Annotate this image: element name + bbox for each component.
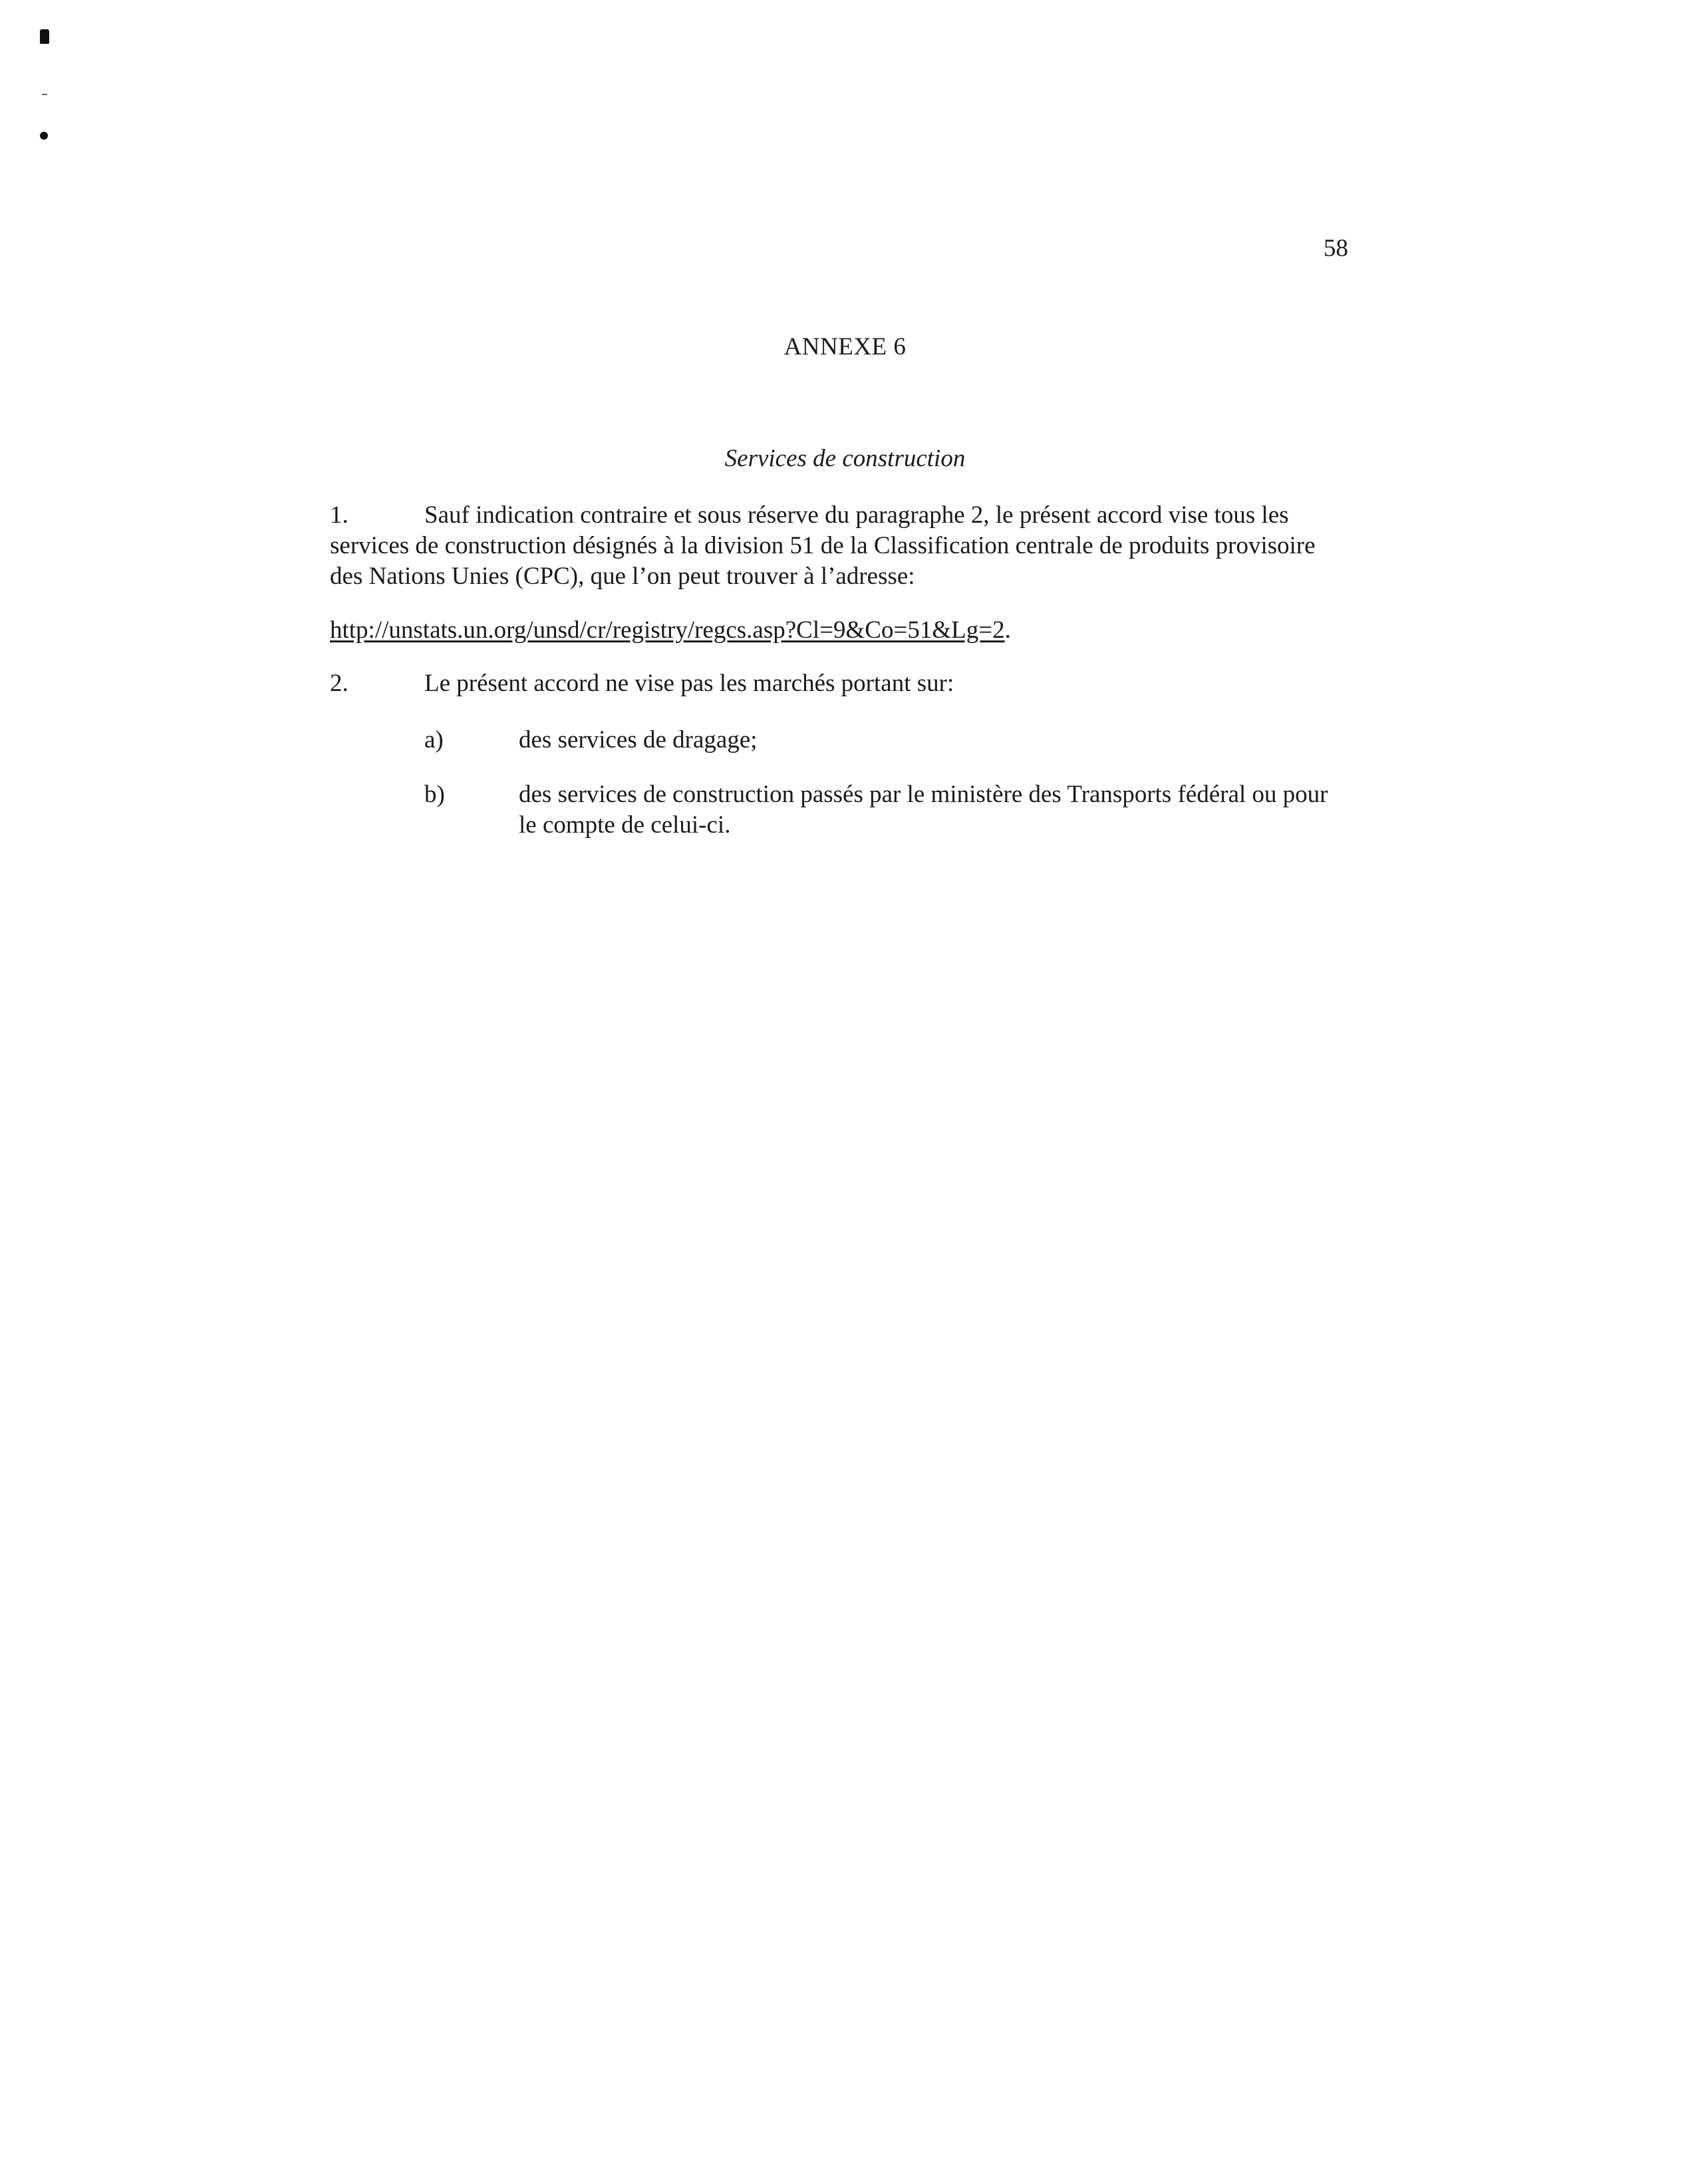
list-item xyxy=(424,779,1349,841)
list-item xyxy=(424,725,1349,755)
paragraph-1 xyxy=(330,500,1347,592)
scan-artifact-dash xyxy=(42,94,47,95)
annex-subtitle: Services de construction xyxy=(724,445,966,472)
annex-title: ANNEXE 6 xyxy=(783,333,907,360)
scan-artifact-dot xyxy=(40,132,48,140)
page-number: 58 xyxy=(1324,235,1348,262)
list-item-letter: b) xyxy=(424,781,445,808)
paragraph-2-text: Le présent accord ne vise pas les marchés portant sur: xyxy=(424,670,954,697)
paragraph-2-number: 2. xyxy=(330,670,349,697)
url-trailing-period: . xyxy=(1004,616,1011,644)
list-item-text: des services de construction passés par le ministère des Transports fédéral ou pour le compte de celui-ci. xyxy=(519,781,1328,839)
list-item-letter: a) xyxy=(424,726,444,753)
paragraph-2 xyxy=(330,668,1347,699)
paragraph-1-number: 1. xyxy=(330,501,349,529)
scan-artifact-mark xyxy=(40,29,49,44)
list-item-text: des services de dragage; xyxy=(519,726,758,753)
url-line xyxy=(330,615,1011,646)
paragraph-1-text: Sauf indication contraire et sous réserve du paragraphe 2, le présent accord vise tous les services de construction désignés à la division 51 de la Classification centrale de produits provisoire des Nations Unies (CPC), que l’on peut trouver à l’adresse: xyxy=(330,501,1316,590)
registry-url-link[interactable]: http://unstats.un.org/unsd/cr/registry/regcs.asp?Cl=9&Co=51&Lg=2 xyxy=(330,616,1005,644)
